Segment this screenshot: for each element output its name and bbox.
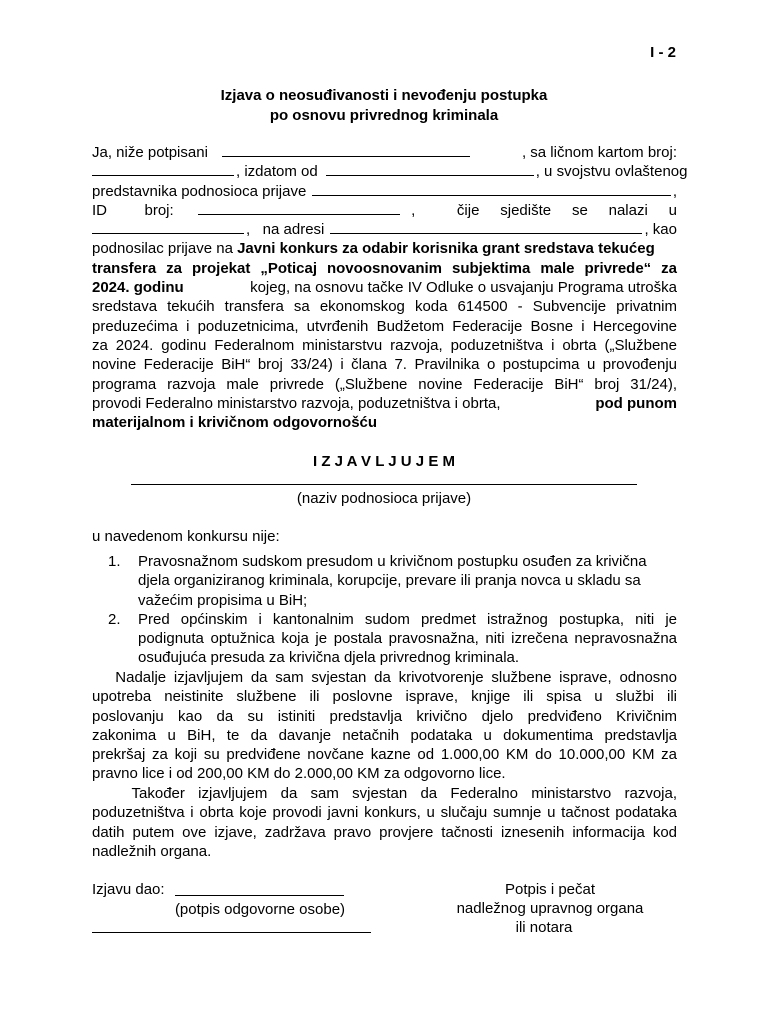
document-title-line-2: po osnovu privrednog kriminala [269,107,499,124]
intro-line: podnosilac prijave na Javni konkurs za odabir korisnika grant sredstava tekućeg [92,240,655,258]
intro-line: , izdatom od , u svojstvu ovlaštenog [92,162,677,181]
list-item-text: Pravosnažnom sudskom presudom u krivičnom postupku osuđen za krivična [138,553,647,570]
intro-line: novine Federacije BiH“ broj 33/24) i člana 7. Pravilnika o postupcima u provođenju [92,356,677,374]
signature-blank[interactable] [175,895,344,896]
stamp-line-1: Potpis i pečat [504,881,596,898]
list-item-number: 1. [108,553,121,570]
name-blank[interactable] [222,144,470,157]
paragraph-line: poduzetništva i obrta koje provodi javni konkurs, u slučaju sumnje u tačnost podataka [92,804,677,822]
list-item-text: Pred općinskim i kantonalnim sudom predmet istražnog postupka, niti je [138,610,677,628]
signature-line[interactable] [92,932,371,933]
id-card-number-blank[interactable] [92,163,234,176]
list-item-number: 2. [108,610,121,628]
intro-line: za 2024. godinu Federalnom ministarstvu razvoja, poduzetništva i obrta („Službene [92,336,677,354]
list-item-text: djela organiziranog kriminala, korupcije, prevare ili pranja novca u skladu sa [138,572,641,590]
signature-caption: (potpis odgovorne osobe) [174,901,346,918]
stamp-line-2: nadležnog upravnog organa [456,900,644,917]
paragraph-line: zakonima u BiH, te da davanje netačnih podataka u dokumentima predstavlja [92,726,677,744]
stamp-line-3: ili notara [515,919,573,936]
document-code: I - 2 [650,44,676,61]
document-title-line-1: Izjava o neosuđivanosti i nevođenju postupka [220,87,548,104]
id-number-blank[interactable] [198,202,400,215]
list-item-text: podignuta optužnica koja je postala pravosnažna, niti izrečena nepravosnažna [138,630,677,648]
list-item [92,552,677,610]
intro-line: transfera za projekat „Poticaj novoosnovanim subjektima male privrede“ za [92,259,677,277]
address-blank[interactable] [330,221,642,234]
paragraph-line: poslovanju kao da su istiniti predstavlja krivično djelo predviđeno Krivičnim [92,707,677,725]
paragraph-line: Nadalje izjavljujem da sam svjestan da krivotvorenje službene isprave, odnosno [92,669,677,686]
list-item-text: važećim propisima u BiH; [138,591,308,609]
intro-line: predstavnika podnosioca prijave , [92,182,677,200]
list-item [92,610,677,668]
declaration-heading: I Z J A V L J U J E M [313,453,455,470]
intro-line: preduzećima i poduzetnicima, utvrđenih Budžetom Federacije Bosne i Hercegovine [92,317,677,335]
list-item-text: osuđujuća presuda za krivična djela privrednog kriminala. [138,649,520,667]
intro-line: materijalnom i krivičnom odgovornošću [92,414,378,432]
representative-blank[interactable] [312,183,671,196]
intro-line: , na adresi , kao [92,220,677,239]
intro-line: sredstava tekućih transfera sa ekonomskog koda 614500 - Subvencije privatnim [92,298,677,316]
stamp-block [430,880,670,937]
intro-line: provodi Federalno ministarstvo razvoja, poduzetništva i obrta, pod punom [92,394,677,412]
paragraph-line: datih putem ove izjave, zadržava pravo provjere tačnosti iznesenih informacija kod [92,823,677,841]
applicant-name-blank[interactable] [131,484,637,485]
paragraph-line: Također izjavljujem da sam svjestan da Federalno ministarstvo razvoja, [92,785,677,802]
verification-paragraph [92,784,677,861]
paragraph-line: prekršaj za koji su predviđene novčane kazne od 1.000,00 KM do 10.000,00 KM za [92,746,677,764]
conditions-list [92,552,677,668]
competition-line: u navedenom konkursu nije: [92,528,280,545]
paragraph-line: upotreba neistinite službene ili poslovne isprave, knjige ili spisa u službi ili [92,688,677,706]
seat-location-blank[interactable] [92,221,244,234]
applicant-caption: (naziv podnosioca prijave) [296,490,472,507]
intro-line: ID broj: , čije sjedište se nalazi u [92,201,677,219]
liability-paragraph [92,668,677,784]
paragraph-line: pravno lice i od 200,00 KM do 2.000,00 KM za odgovorno lice. [92,765,506,783]
intro-line: Ja, niže potpisani , sa ličnom kartom broj: [92,144,677,161]
intro-line: programa razvoja male privrede („Službene novine Federacije BiH“ broj 31/24), [92,375,677,393]
issued-by-blank[interactable] [326,163,534,176]
intro-paragraph [92,143,688,432]
paragraph-line: nadležnih organa. [92,842,212,860]
intro-line: 2024. godinu kojeg, na osnovu tačke IV Odluke o usvajanju Programa utroška [92,279,677,297]
given-by-label: Izjavu dao: [92,881,165,898]
